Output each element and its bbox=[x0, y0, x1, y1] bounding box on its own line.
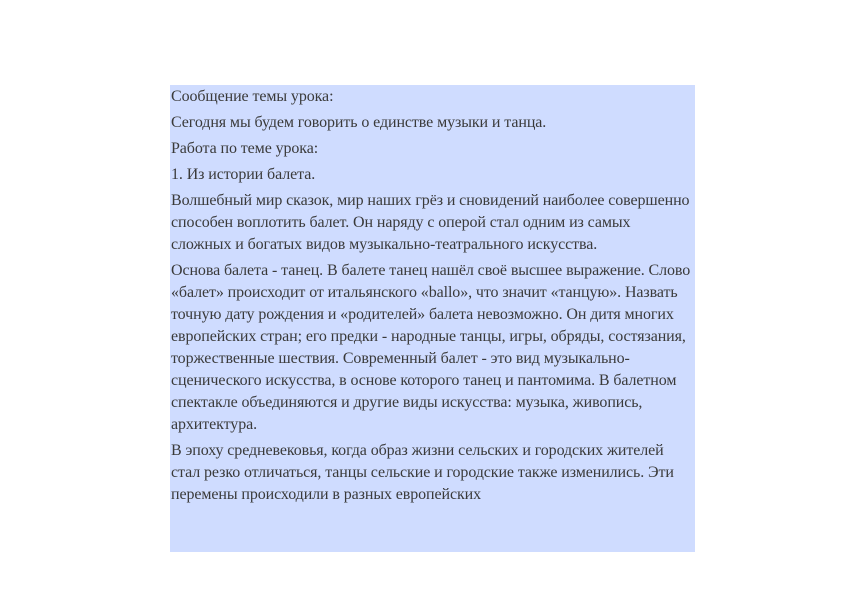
paragraph-middle-ages: В эпоху средневековья, когда образ жизни сельских и городских жителей стал резко отличаться, танцы сельские и городские также изменились. Эти перемены происходили в разных европейских bbox=[171, 442, 674, 503]
paragraph-section-title: 1. Из истории балета. bbox=[171, 166, 316, 183]
paragraph-lesson-topic-heading: Сообщение темы урока: bbox=[171, 88, 334, 105]
highlighted-text-block bbox=[170, 85, 695, 552]
paragraph-ballet-intro: Волшебный мир сказок, мир наших грёз и сновидений наиболее совершенно способен воплотить балет. Он наряду с оперой стал одним из самых сложных и богатых видов музыкально-театрального искусства. bbox=[171, 192, 690, 253]
paragraph-work-heading: Работа по теме урока: bbox=[171, 140, 319, 157]
paragraph-ballet-basis: Основа балета - танец. В балете танец нашёл своё высшее выражение. Слово «балет» происходит от итальянского «ballo», что значит «танцую». Назвать точную дату рождения и «родителей» балета невозможно. Он дитя многих европейских стран; его предки - народные танцы, игры, обряды, состязания, торжественные шествия. Современный балет - это вид музыкально-сценического искусства, в основе которого танец и пантомима. В балетном спектакле объединяются и другие виды искусства: музыка, живопись, архитектура. bbox=[171, 262, 691, 433]
paragraph-lesson-topic: Сегодня мы будем говорить о единстве музыки и танца. bbox=[171, 114, 547, 131]
